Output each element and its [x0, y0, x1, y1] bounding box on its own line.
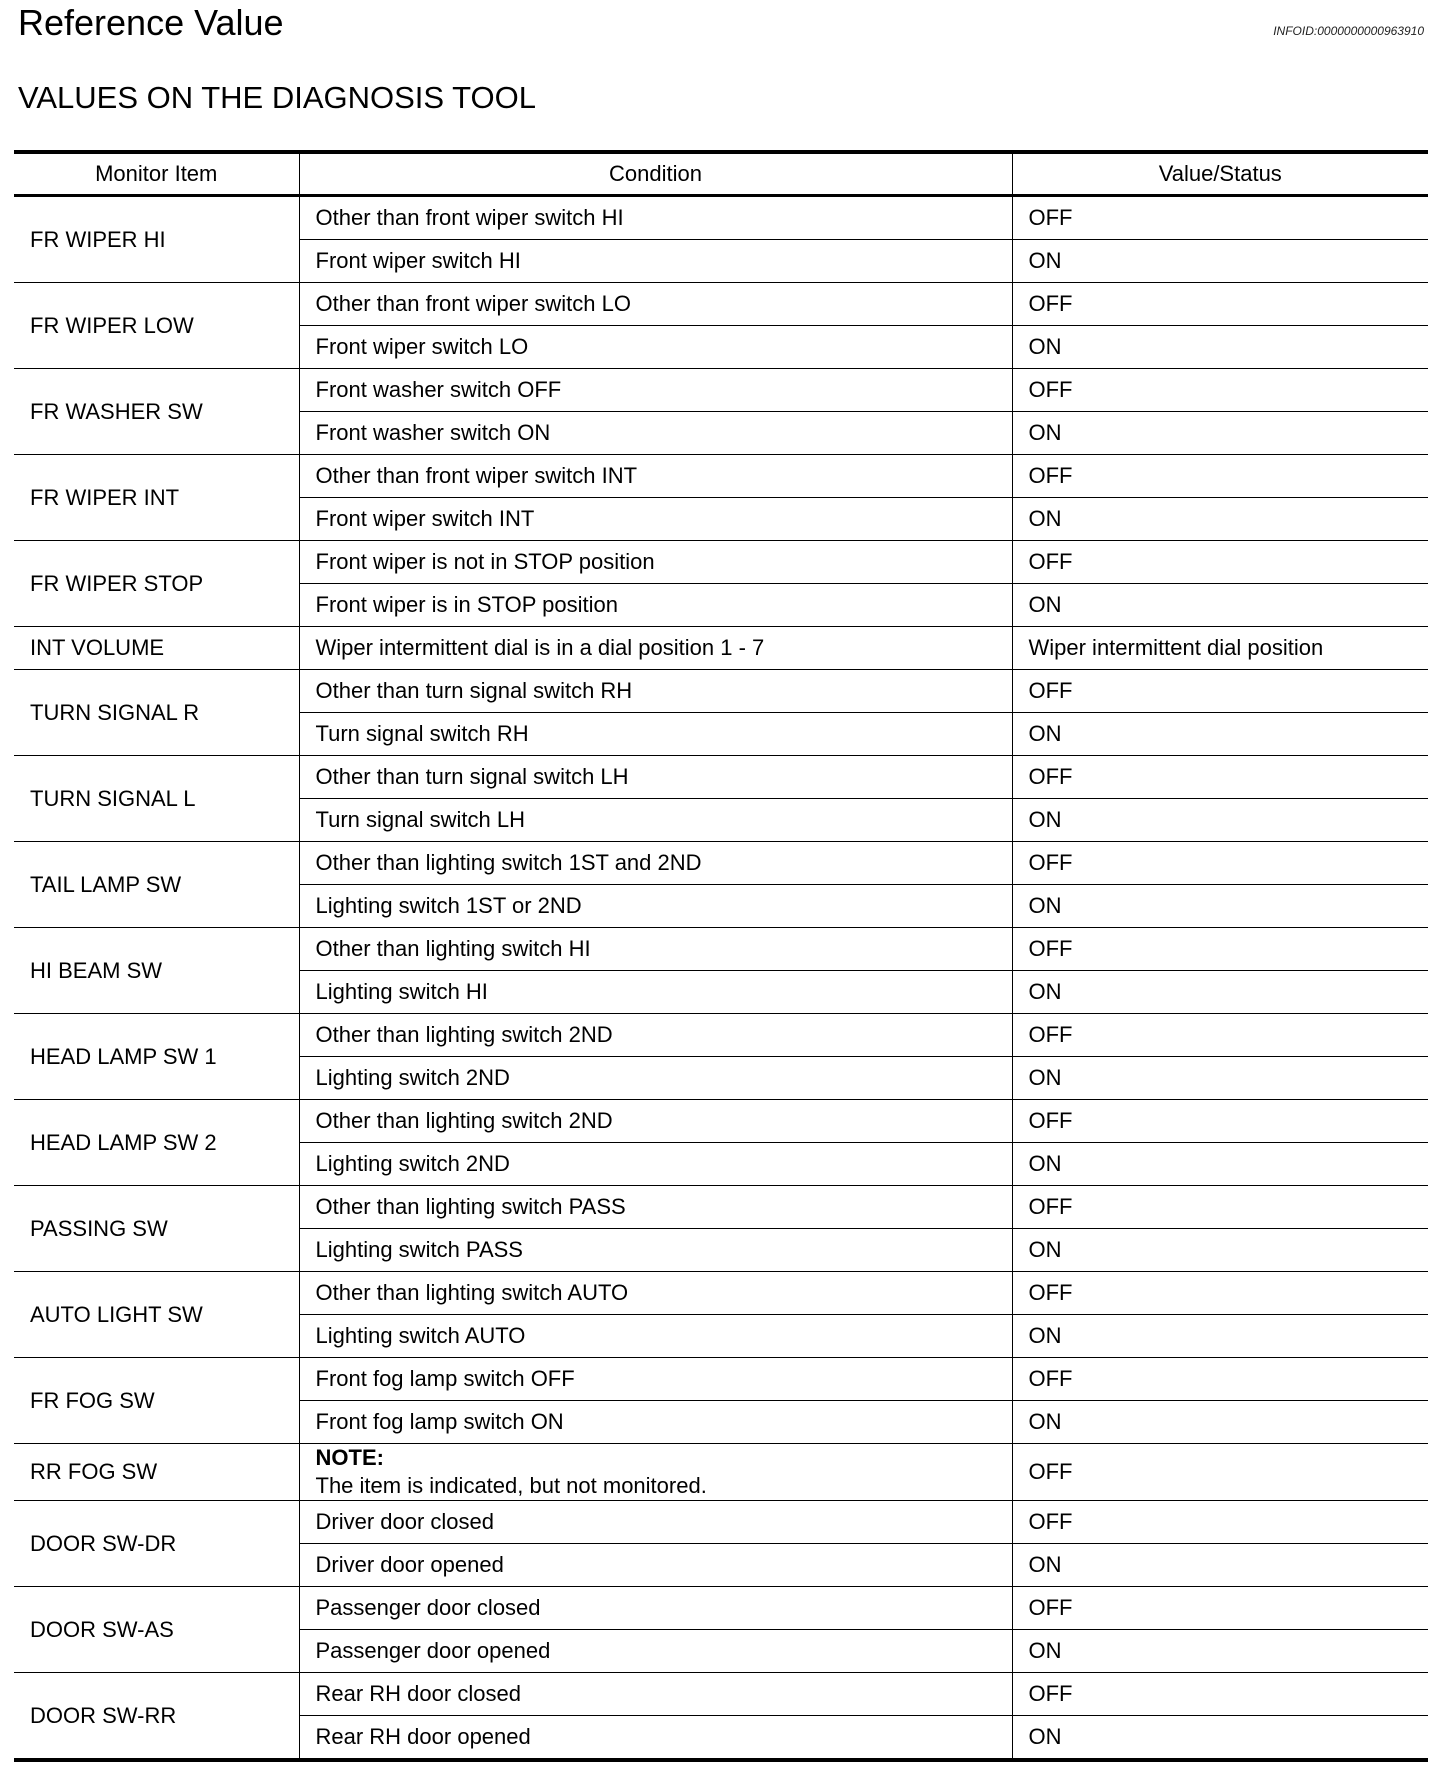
table-row — [14, 670, 1428, 713]
info-id: INFOID:0000000000963910 — [1273, 24, 1424, 38]
condition-cell: Passenger door opened — [299, 1630, 1012, 1673]
monitor-item-cell: HEAD LAMP SW 2 — [14, 1100, 299, 1186]
monitor-item-cell: FR WASHER SW — [14, 369, 299, 455]
value-status-cell: OFF — [1012, 1186, 1428, 1229]
value-status-cell: OFF — [1012, 1014, 1428, 1057]
condition-cell: Other than lighting switch 2ND — [299, 1014, 1012, 1057]
condition-cell: Driver door opened — [299, 1544, 1012, 1587]
table-row — [14, 928, 1428, 971]
table-row — [14, 1501, 1428, 1544]
value-status-cell: ON — [1012, 885, 1428, 928]
condition-cell: Lighting switch AUTO — [299, 1315, 1012, 1358]
monitor-item-cell: DOOR SW-RR — [14, 1673, 299, 1761]
condition-cell: Other than lighting switch AUTO — [299, 1272, 1012, 1315]
section-title: VALUES ON THE DIAGNOSIS TOOL — [18, 80, 536, 115]
monitor-item-cell: RR FOG SW — [14, 1444, 299, 1501]
monitor-item-cell: HI BEAM SW — [14, 928, 299, 1014]
condition-cell: Lighting switch 2ND — [299, 1143, 1012, 1186]
condition-cell: Front wiper switch LO — [299, 326, 1012, 369]
value-status-cell: OFF — [1012, 842, 1428, 885]
condition-cell: Front fog lamp switch OFF — [299, 1358, 1012, 1401]
monitor-item-cell: FR FOG SW — [14, 1358, 299, 1444]
table-row — [14, 1100, 1428, 1143]
condition-cell: Lighting switch PASS — [299, 1229, 1012, 1272]
condition-cell: Front washer switch OFF — [299, 369, 1012, 412]
value-status-cell: ON — [1012, 240, 1428, 283]
condition-cell: Other than lighting switch PASS — [299, 1186, 1012, 1229]
condition-cell: Front wiper switch INT — [299, 498, 1012, 541]
condition-cell: Wiper intermittent dial is in a dial position 1 - 7 — [299, 627, 1012, 670]
value-status-cell: OFF — [1012, 1272, 1428, 1315]
condition-cell: Other than front wiper switch INT — [299, 455, 1012, 498]
monitor-item-cell: TURN SIGNAL R — [14, 670, 299, 756]
table-row — [14, 369, 1428, 412]
condition-cell: Lighting switch 1ST or 2ND — [299, 885, 1012, 928]
condition-cell: Other than front wiper switch LO — [299, 283, 1012, 326]
monitor-item-cell: FR WIPER INT — [14, 455, 299, 541]
condition-cell: Other than turn signal switch LH — [299, 756, 1012, 799]
monitor-item-cell: FR WIPER HI — [14, 196, 299, 283]
table-row — [14, 196, 1428, 240]
value-status-cell: ON — [1012, 1401, 1428, 1444]
note-label: NOTE: — [315, 1445, 384, 1470]
condition-cell: Other than lighting switch HI — [299, 928, 1012, 971]
condition-cell: Turn signal switch RH — [299, 713, 1012, 756]
value-status-cell: OFF — [1012, 1358, 1428, 1401]
monitor-item-cell: FR WIPER LOW — [14, 283, 299, 369]
condition-cell: Rear RH door closed — [299, 1673, 1012, 1716]
value-status-cell: ON — [1012, 1544, 1428, 1587]
condition-cell: Driver door closed — [299, 1501, 1012, 1544]
table-row — [14, 1587, 1428, 1630]
table-header-row — [14, 152, 1428, 196]
value-status-cell: ON — [1012, 412, 1428, 455]
table-row — [14, 756, 1428, 799]
column-header-value-status: Value/Status — [1012, 152, 1428, 196]
monitor-item-cell: INT VOLUME — [14, 627, 299, 670]
note-text: The item is indicated, but not monitored. — [315, 1473, 707, 1498]
condition-cell: Passenger door closed — [299, 1587, 1012, 1630]
value-status-cell: OFF — [1012, 1673, 1428, 1716]
monitor-item-cell: DOOR SW-AS — [14, 1587, 299, 1673]
condition-cell: Front washer switch ON — [299, 412, 1012, 455]
value-status-cell: Wiper intermittent dial position — [1012, 627, 1428, 670]
value-status-cell: OFF — [1012, 1444, 1428, 1501]
value-status-cell: OFF — [1012, 670, 1428, 713]
monitor-item-cell: HEAD LAMP SW 1 — [14, 1014, 299, 1100]
monitor-item-cell: FR WIPER STOP — [14, 541, 299, 627]
value-status-cell: ON — [1012, 1716, 1428, 1761]
condition-cell: Other than turn signal switch RH — [299, 670, 1012, 713]
column-header-condition: Condition — [299, 152, 1012, 196]
table-row — [14, 1444, 1428, 1501]
table-row — [14, 1014, 1428, 1057]
condition-cell: Turn signal switch LH — [299, 799, 1012, 842]
condition-cell: Front fog lamp switch ON — [299, 1401, 1012, 1444]
monitor-item-cell: TURN SIGNAL L — [14, 756, 299, 842]
value-status-cell: OFF — [1012, 1587, 1428, 1630]
value-status-cell: ON — [1012, 1315, 1428, 1358]
value-status-cell: OFF — [1012, 455, 1428, 498]
monitor-item-cell: AUTO LIGHT SW — [14, 1272, 299, 1358]
value-status-cell: ON — [1012, 326, 1428, 369]
value-status-cell: ON — [1012, 1229, 1428, 1272]
table-row — [14, 455, 1428, 498]
value-status-cell: OFF — [1012, 1501, 1428, 1544]
value-status-cell: ON — [1012, 971, 1428, 1014]
condition-note-cell — [299, 1444, 1012, 1501]
value-status-cell: ON — [1012, 1630, 1428, 1673]
value-status-cell: ON — [1012, 713, 1428, 756]
page-title: Reference Value — [18, 2, 284, 43]
reference-value-table — [14, 150, 1428, 1762]
value-status-cell: OFF — [1012, 369, 1428, 412]
value-status-cell: ON — [1012, 799, 1428, 842]
condition-cell: Lighting switch 2ND — [299, 1057, 1012, 1100]
value-status-cell: ON — [1012, 1143, 1428, 1186]
value-status-cell: ON — [1012, 584, 1428, 627]
value-status-cell: OFF — [1012, 196, 1428, 240]
value-status-cell: OFF — [1012, 928, 1428, 971]
table-row — [14, 1186, 1428, 1229]
table-body — [14, 196, 1428, 1761]
condition-cell: Lighting switch HI — [299, 971, 1012, 1014]
condition-cell: Front wiper switch HI — [299, 240, 1012, 283]
table-row — [14, 1358, 1428, 1401]
monitor-item-cell: PASSING SW — [14, 1186, 299, 1272]
condition-cell: Other than lighting switch 1ST and 2ND — [299, 842, 1012, 885]
condition-cell: Front wiper is not in STOP position — [299, 541, 1012, 584]
condition-cell: Other than lighting switch 2ND — [299, 1100, 1012, 1143]
value-status-cell: OFF — [1012, 541, 1428, 584]
condition-cell: Other than front wiper switch HI — [299, 196, 1012, 240]
table-row — [14, 627, 1428, 670]
condition-cell: Rear RH door opened — [299, 1716, 1012, 1761]
value-status-cell: OFF — [1012, 283, 1428, 326]
table-row — [14, 541, 1428, 584]
monitor-item-cell: DOOR SW-DR — [14, 1501, 299, 1587]
value-status-cell: OFF — [1012, 756, 1428, 799]
table-row — [14, 1673, 1428, 1716]
table-row — [14, 842, 1428, 885]
monitor-item-cell: TAIL LAMP SW — [14, 842, 299, 928]
table-row — [14, 283, 1428, 326]
value-status-cell: ON — [1012, 1057, 1428, 1100]
table-row — [14, 1272, 1428, 1315]
value-status-cell: OFF — [1012, 1100, 1428, 1143]
column-header-monitor-item: Monitor Item — [14, 152, 299, 196]
condition-cell: Front wiper is in STOP position — [299, 584, 1012, 627]
value-status-cell: ON — [1012, 498, 1428, 541]
